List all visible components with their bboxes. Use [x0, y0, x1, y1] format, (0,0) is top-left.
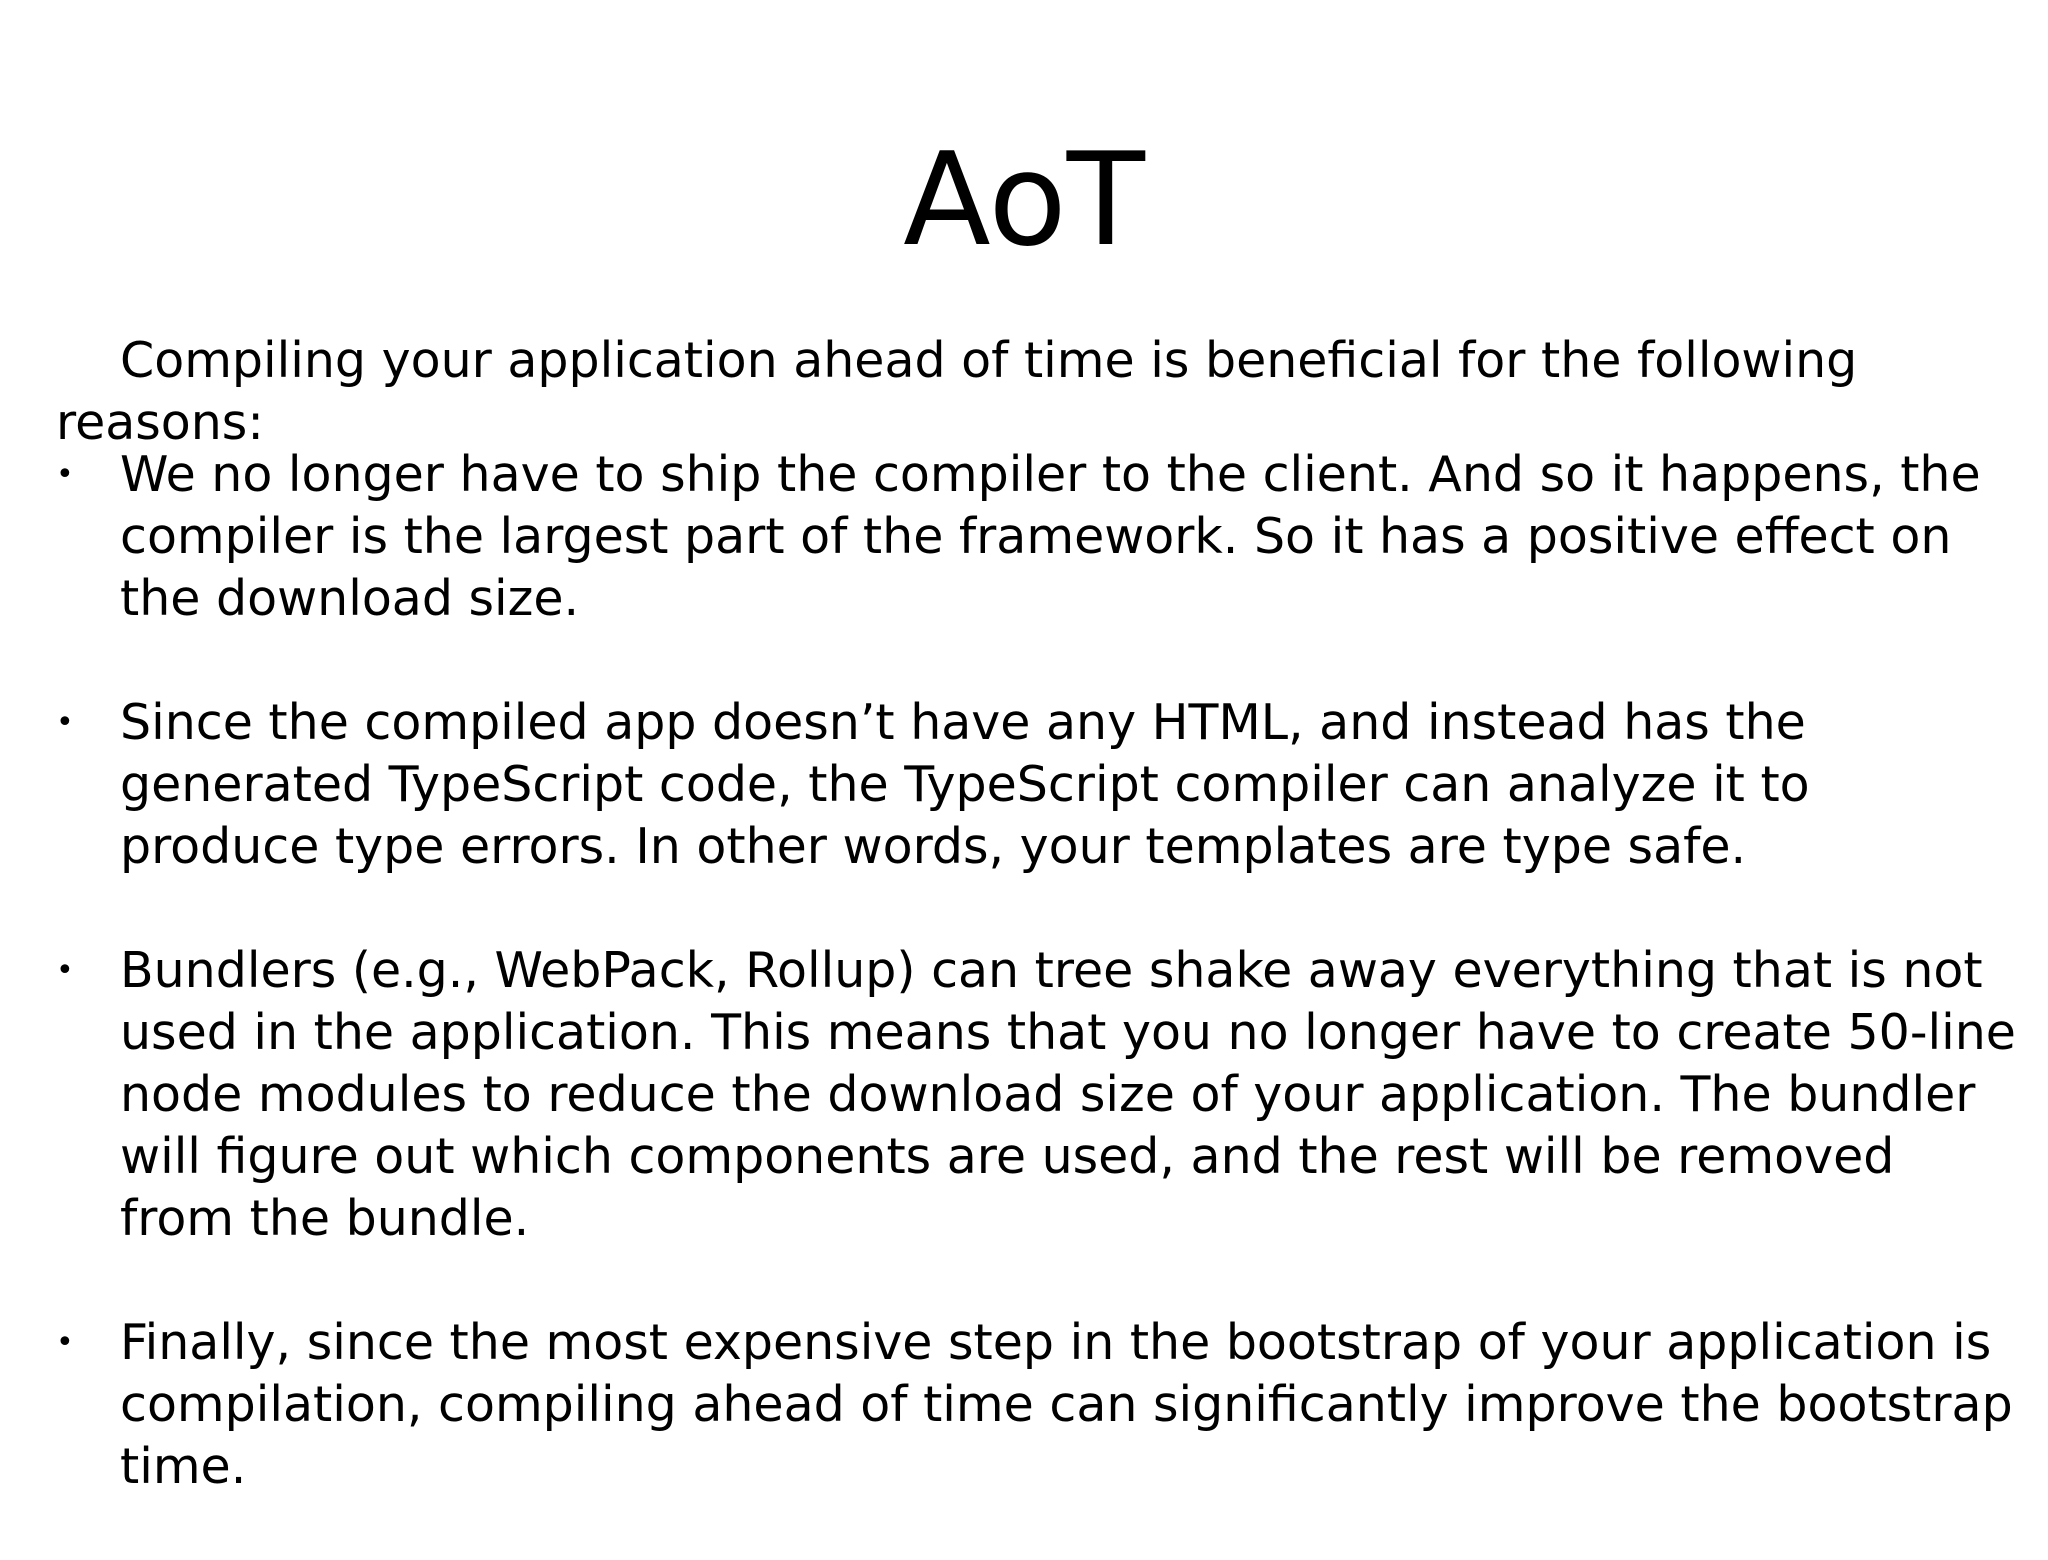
bullet-item — [56, 940, 2016, 1250]
bullet-icon: • — [56, 953, 74, 988]
bullet-icon: • — [56, 705, 74, 740]
bullet-text: Finally, since the most expensive step in the bootstrap of your application is compilation, compiling ahead of time can significantly improve the bootstrap time. — [120, 1314, 2013, 1495]
bullet-text: Bundlers (e.g., WebPack, Rollup) can tree shake away everything that is not used in the application. This means that you no longer have to create 50-line node modules to reduce the download size of your application. The bundler will figure out which components are used, and the rest will be removed from the bundle. — [120, 942, 2016, 1247]
bullet-icon: • — [56, 1325, 74, 1360]
bullet-list — [56, 444, 2016, 1498]
bullet-item — [56, 692, 2016, 878]
bullet-item — [56, 1312, 2016, 1498]
intro-paragraph: Compiling your application ahead of time is beneficial for the following reasons: — [56, 332, 1858, 451]
bullet-item — [56, 444, 2016, 630]
bullet-text: Since the compiled app doesn’t have any HTML, and instead has the generated TypeScript code, the TypeScript compiler can analyze it to produce type errors. In other words, your templates are type safe. — [120, 694, 1810, 875]
slide-body — [56, 330, 2016, 1560]
bullet-icon: • — [56, 457, 74, 492]
slide-title: AoT — [903, 126, 1145, 275]
bullet-text: We no longer have to ship the compiler to the client. And so it happens, the compiler is the largest part of the framework. So it has a positive effect on the download size. — [120, 446, 1981, 627]
